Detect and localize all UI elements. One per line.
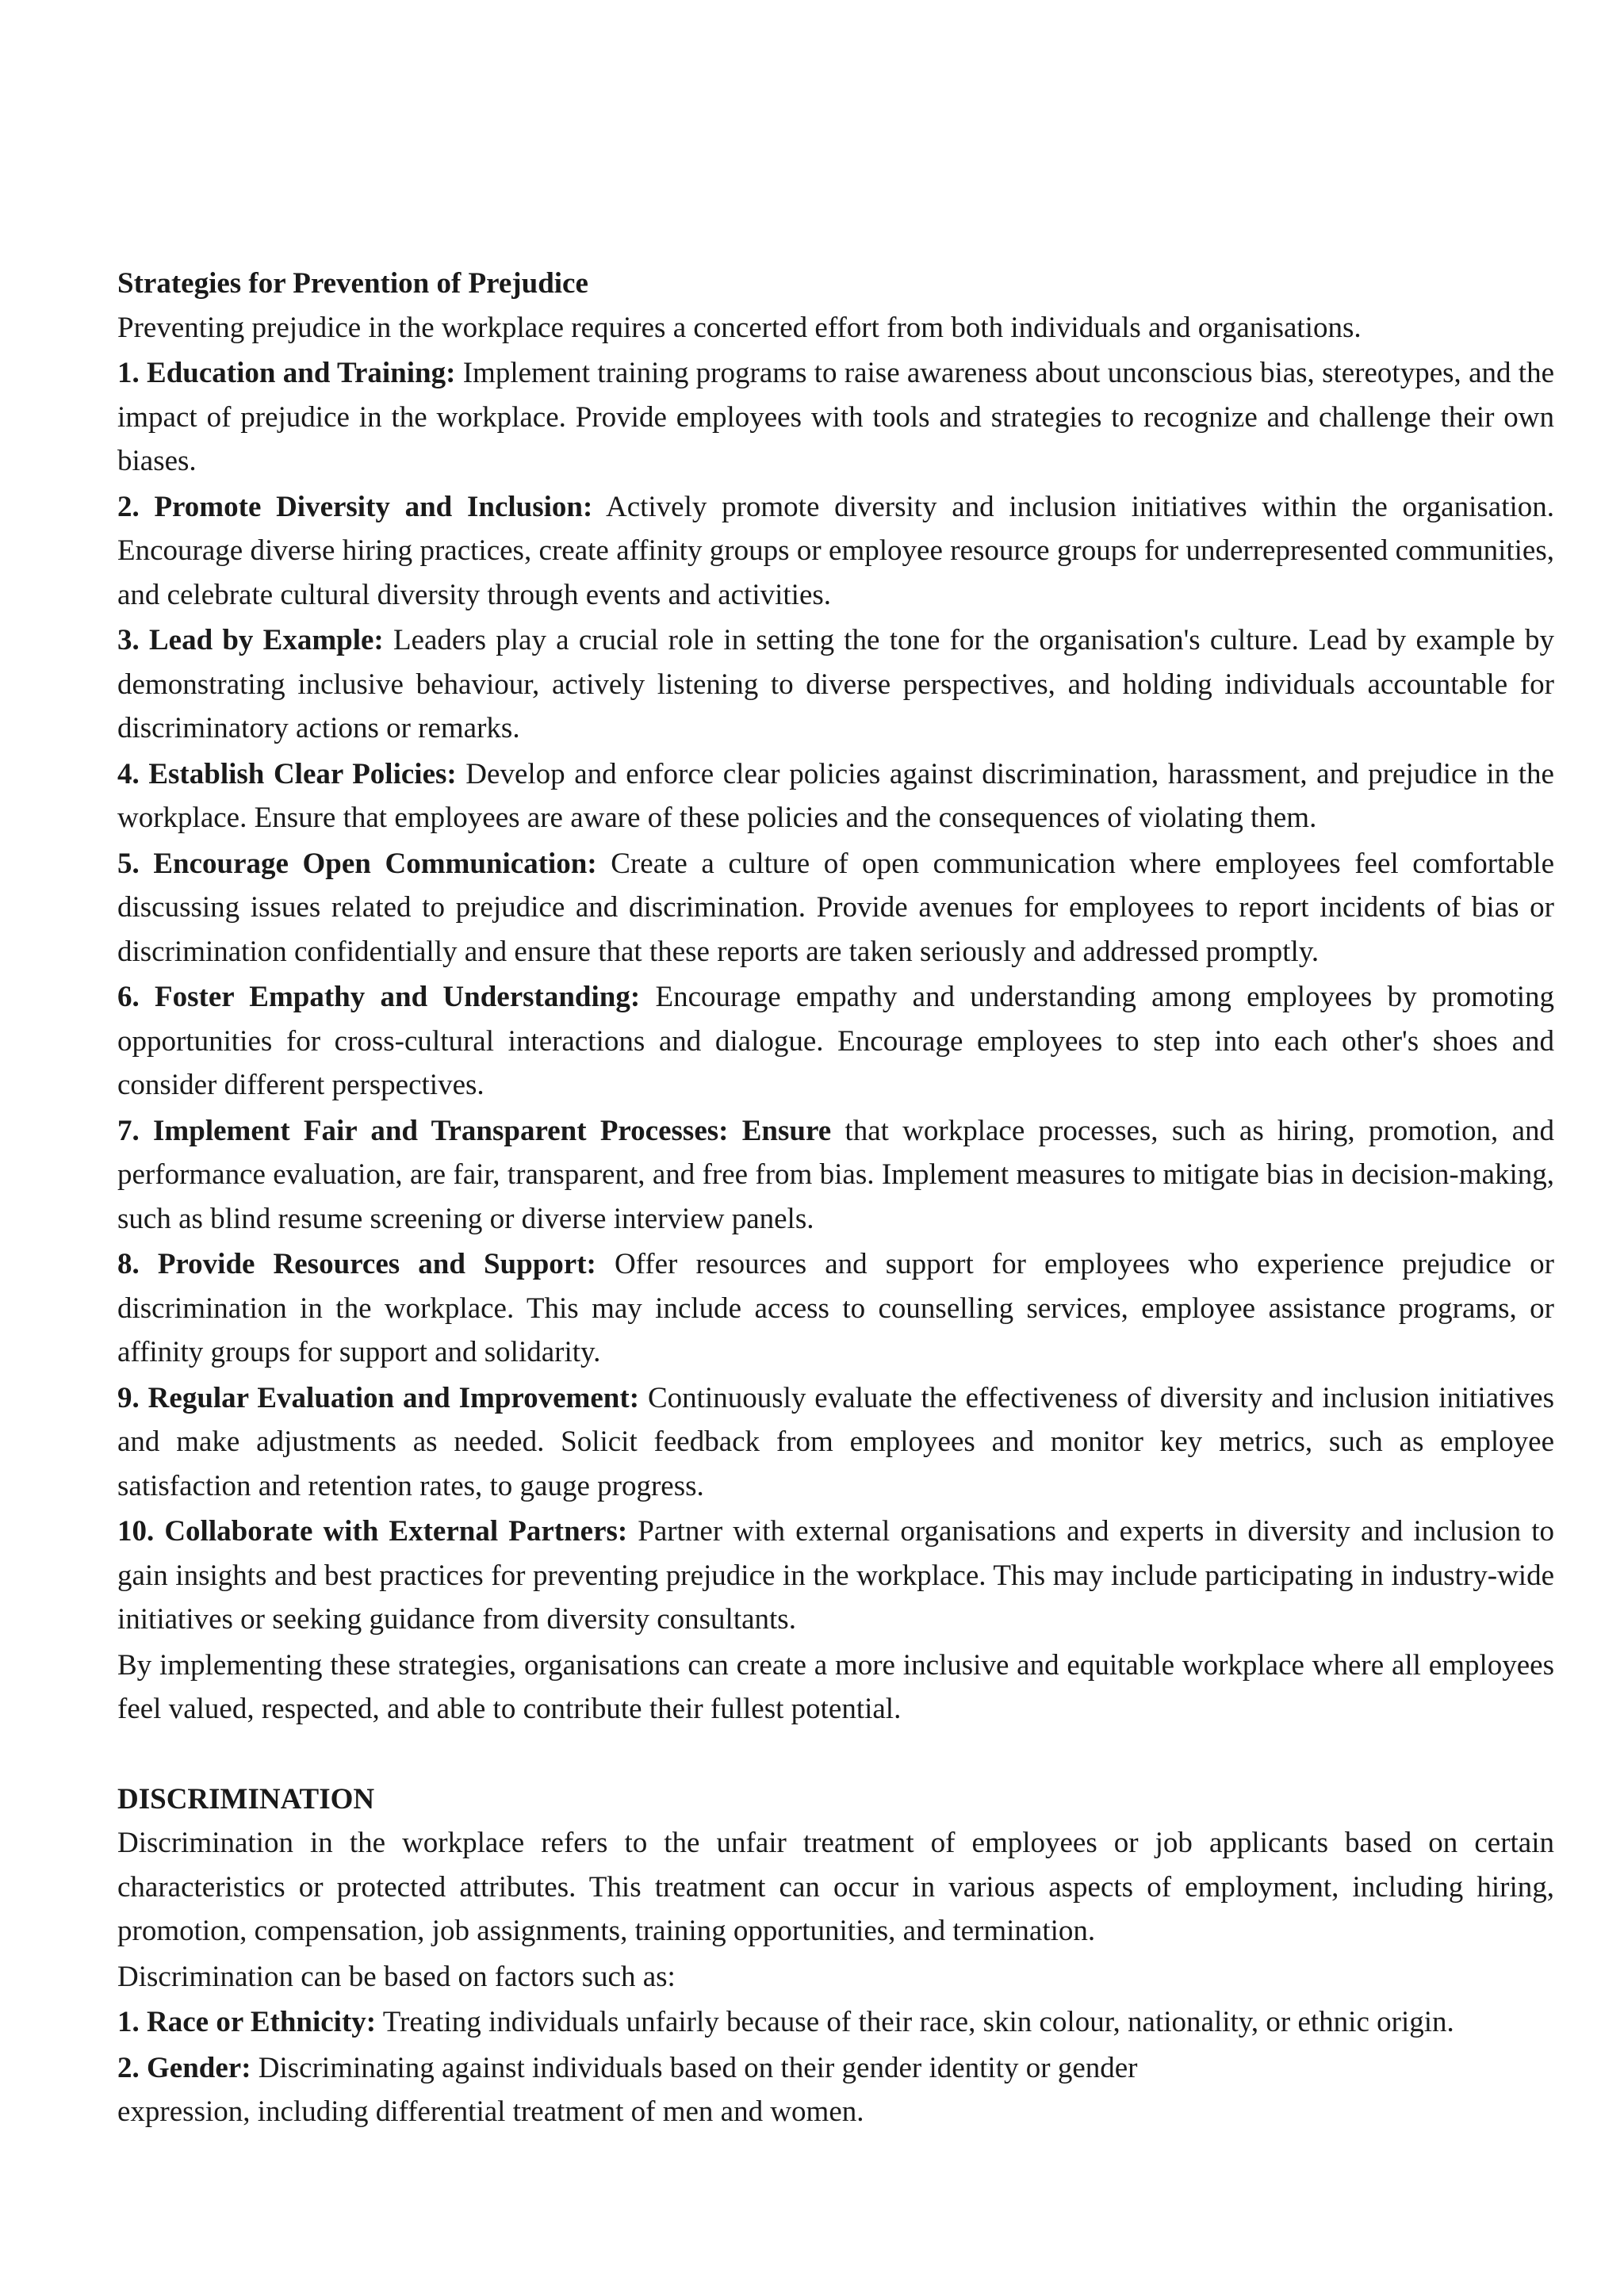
section-title-discrimination: DISCRIMINATION	[117, 1782, 375, 1816]
factor-text-continued: expression, including differential treatment of men and women.	[117, 2095, 864, 2128]
strategy-label: 5. Encourage Open Communication:	[117, 847, 597, 880]
factor-label: 2. Gender:	[117, 2051, 251, 2084]
discrimination-intro: Discrimination in the workplace refers to the unfair treatment of employees or job applicants based on certain characteristics or protected attributes. This treatment can occur in various aspects of employment, including hiring, promotion, compensation, job assignments, training opportunities, and termination.	[117, 1827, 1554, 1947]
strategy-item	[117, 1376, 1554, 1509]
section-spacer	[117, 1733, 1554, 1777]
strategy-text: Partner with external organisations and experts in diversity and inclusion to gain insights and best practices for preventing prejudice in the workplace. This may include participating in industry-wide initiatives or seeking guidance from diversity consultants.	[117, 1515, 1554, 1636]
strategy-item	[117, 1109, 1554, 1242]
strategy-text: Leaders play a crucial role in setting the tone for the organisation's culture. Lead by example by demonstrating inclusive behaviour, actively listening to diverse perspectives, and holding individuals accountable for discriminatory actions or remarks.	[117, 624, 1554, 744]
strategy-item	[117, 1242, 1554, 1375]
discrimination-factor	[117, 2046, 1554, 2134]
strategy-text: Encourage empathy and understanding among employees by promoting opportunities for cross-cultural interactions and dialogue. Encourage employees to step into each other's shoes and consider different perspectives.	[117, 981, 1555, 1101]
strategy-text: Develop and enforce clear policies against discrimination, harassment, and prejudice in the workplace. Ensure that employees are aware of these policies and the consequences of violating them.	[117, 757, 1554, 834]
strategy-label: 2. Promote Diversity and Inclusion:	[117, 490, 593, 523]
strategy-label: 6. Foster Empathy and Understanding:	[117, 981, 641, 1013]
strategy-label: 3. Lead by Example:	[117, 624, 384, 656]
strategy-label: 7. Implement Fair and Transparent Processes: Ensure	[117, 1114, 832, 1147]
strategy-item	[117, 975, 1554, 1108]
discrimination-factor	[117, 2000, 1554, 2045]
strategy-text: Actively promote diversity and inclusion initiatives within the organisation. Encourage diverse hiring practices, create affinity groups or employee resource groups for underrepresented communities, and celebrate cultural diversity through events and activities.	[117, 490, 1554, 611]
strategy-item	[117, 752, 1554, 840]
strategy-item	[117, 618, 1554, 751]
strategy-item	[117, 1510, 1554, 1642]
strategy-text: that workplace processes, such as hiring, promotion, and performance evaluation, are fair, transparent, and free from bias. Implement measures to mitigate bias in decision-making, such as blind resume screening or diverse interview panels.	[117, 1114, 1554, 1235]
strategy-label: 4. Establish Clear Policies:	[117, 757, 457, 790]
strategy-item	[117, 485, 1554, 618]
strategy-item	[117, 351, 1554, 484]
discrimination-lead: Discrimination can be based on factors such as:	[117, 1960, 676, 1993]
document-page	[117, 262, 1554, 2136]
factor-text: Treating individuals unfairly because of their race, skin colour, nationality, or ethnic origin.	[376, 2006, 1454, 2038]
strategy-text: Offer resources and support for employees who experience prejudice or discrimination in the workplace. This may include access to counselling services, employee assistance programs, or affinity groups for support and solidarity.	[117, 1248, 1554, 1368]
strategy-label: 8. Provide Resources and Support:	[117, 1248, 596, 1280]
section-title-prevention: Strategies for Prevention of Prejudice	[117, 267, 588, 300]
strategy-label: 1. Education and Training:	[117, 357, 456, 389]
strategy-text: Implement training programs to raise awareness about unconscious bias, stereotypes, and the impact of prejudice in the workplace. Provide employees with tools and strategies to recognize and challenge their own biases.	[117, 357, 1554, 477]
factor-text: Discriminating against individuals based on their gender identity or gender	[251, 2051, 1138, 2084]
factor-label: 1. Race or Ethnicity:	[117, 2006, 377, 2038]
conclusion-paragraph: By implementing these strategies, organisations can create a more inclusive and equitable workplace where all employees feel valued, respected, and able to contribute their fullest potential.	[117, 1648, 1554, 1725]
strategy-text: Create a culture of open communication where employees feel comfortable discussing issues related to prejudice and discrimination. Provide avenues for employees to report incidents of bias or discrimination confidentially and ensure that these reports are taken seriously and addressed promptly.	[117, 847, 1554, 968]
strategy-item	[117, 842, 1554, 974]
strategy-text: Continuously evaluate the effectiveness of diversity and inclusion initiatives and make adjustments as needed. Solicit feedback from employees and monitor key metrics, such as employee satisfaction and retention rates, to gauge progress.	[117, 1381, 1555, 1502]
strategy-label: 10. Collaborate with External Partners:	[117, 1515, 628, 1548]
intro-paragraph: Preventing prejudice in the workplace requires a concerted effort from both individuals and organisations.	[117, 311, 1362, 344]
strategy-label: 9. Regular Evaluation and Improvement:	[117, 1381, 640, 1414]
